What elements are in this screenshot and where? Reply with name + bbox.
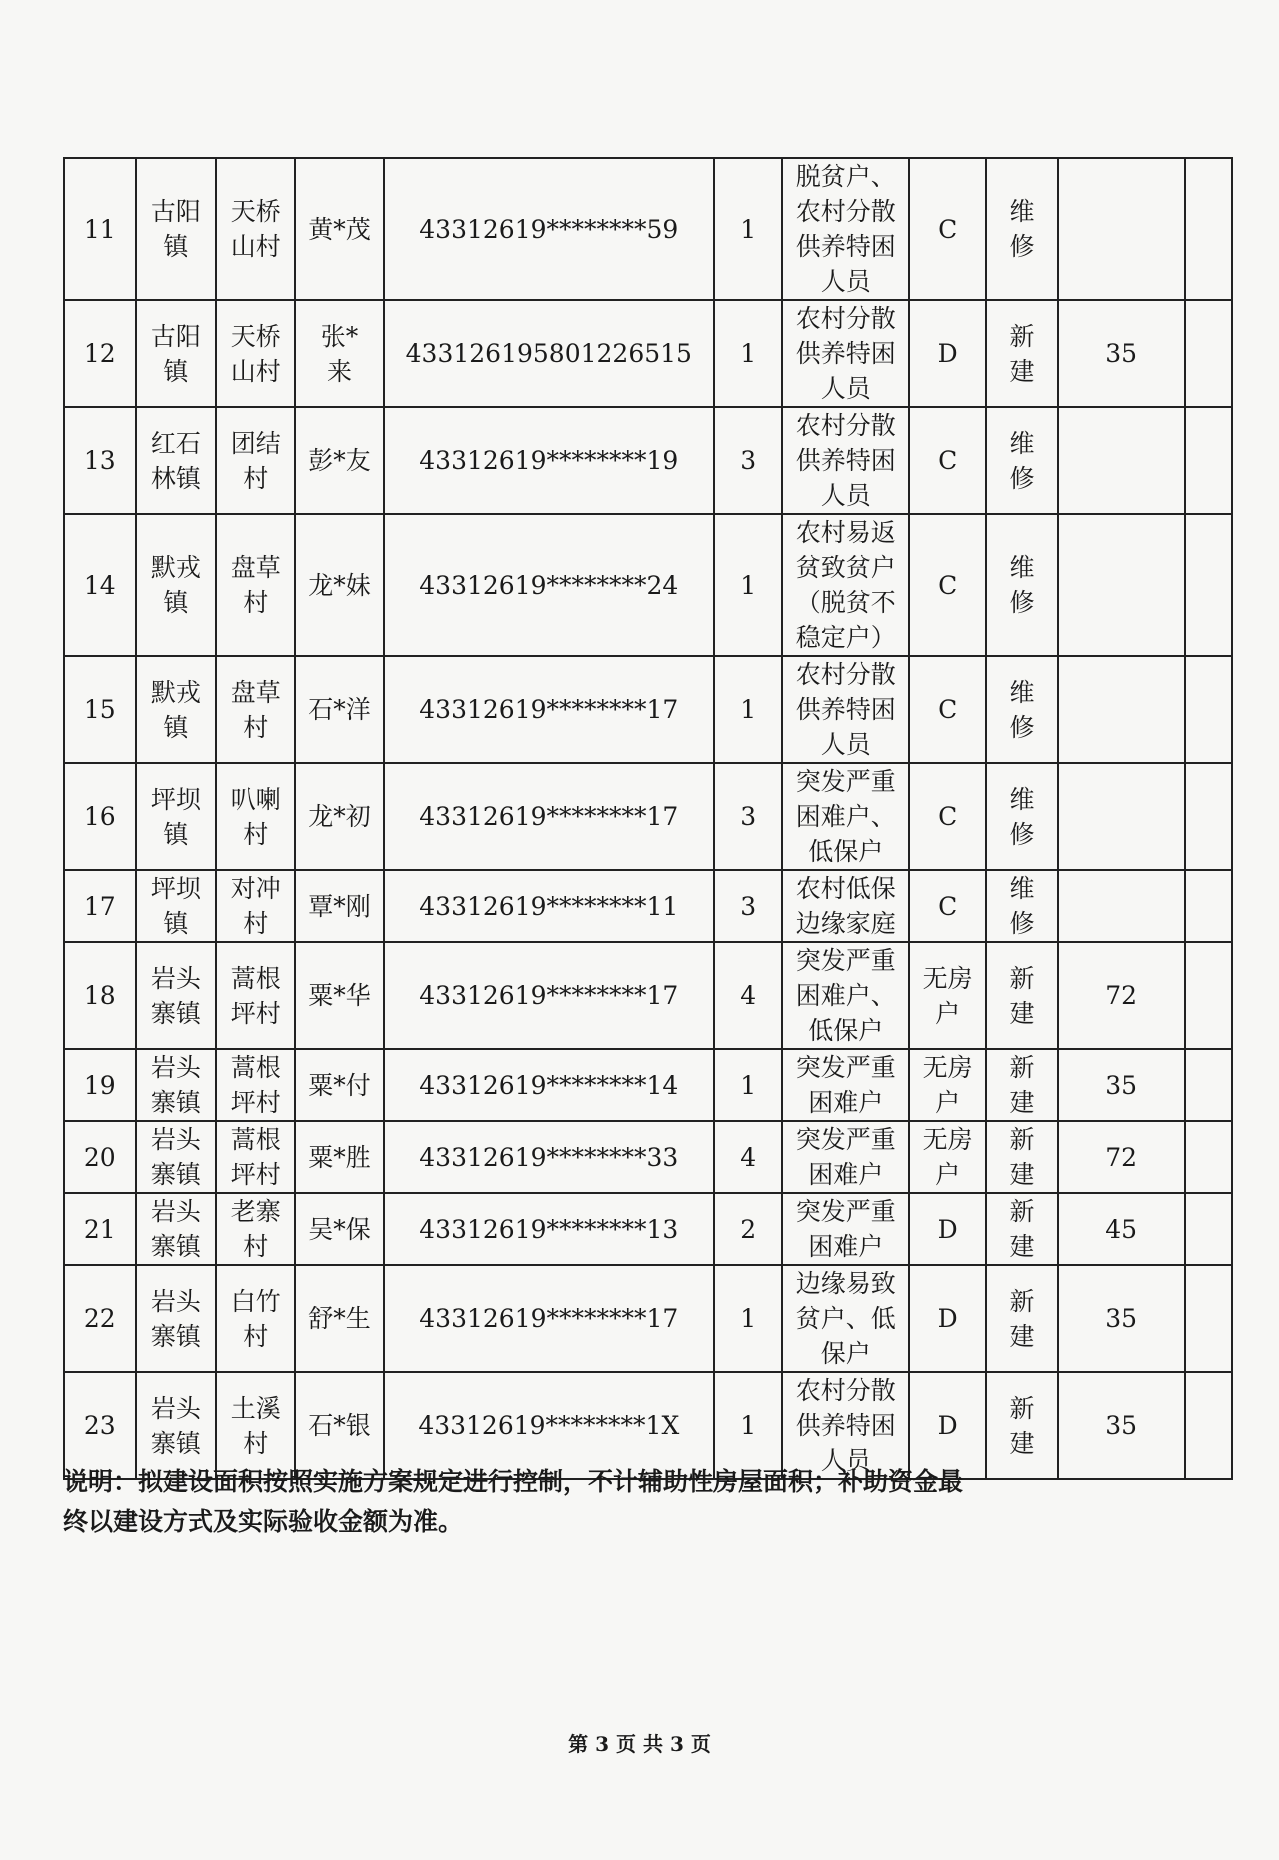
category-cell-text: 突发严重 困难户、 低保户 xyxy=(795,946,896,1045)
village-cell xyxy=(216,407,295,514)
table-row xyxy=(64,1121,1232,1193)
name-cell xyxy=(295,942,383,1049)
method-cell-text: 新 建 xyxy=(1009,1286,1035,1351)
name-cell xyxy=(295,1265,383,1372)
town-cell xyxy=(136,1121,216,1193)
extra-cell xyxy=(1185,407,1232,514)
village-cell xyxy=(216,514,295,656)
row-number-text: 21 xyxy=(83,1214,116,1244)
id-number-cell-text: 43312619********59 xyxy=(419,214,679,244)
id-number-cell xyxy=(384,1121,715,1193)
table-row xyxy=(64,158,1232,300)
household-count-cell-text: 3 xyxy=(740,802,757,831)
id-number-cell-text: 43312619********17 xyxy=(419,1304,679,1333)
id-number-cell-text: 43312619********17 xyxy=(419,981,679,1010)
name-cell-text: 龙*妹 xyxy=(308,570,371,600)
household-count-cell xyxy=(714,300,782,407)
village-cell-text: 蒿根 坪村 xyxy=(230,1125,281,1189)
grade-cell xyxy=(909,1265,986,1372)
household-count-cell-text: 1 xyxy=(740,695,757,724)
grade-cell xyxy=(909,870,986,942)
name-cell xyxy=(295,1121,383,1193)
method-cell xyxy=(986,514,1058,656)
extra-cell xyxy=(1185,1121,1232,1193)
table-row xyxy=(64,1265,1232,1372)
id-number-cell xyxy=(384,870,715,942)
method-cell xyxy=(986,1049,1058,1121)
name-cell-text: 覃*刚 xyxy=(308,891,371,921)
extra-cell xyxy=(1185,514,1232,656)
grade-cell xyxy=(909,300,986,407)
town-cell-text: 默戎 镇 xyxy=(150,553,201,617)
id-number-cell xyxy=(384,514,715,656)
table-row xyxy=(64,870,1232,942)
extra-cell xyxy=(1185,158,1232,300)
town-cell xyxy=(136,1265,216,1372)
household-count-cell xyxy=(714,514,782,656)
area-cell-text: 45 xyxy=(1105,1214,1138,1244)
grade-cell-text: D xyxy=(937,1411,958,1440)
name-cell-text: 粟*胜 xyxy=(308,1142,371,1172)
method-cell-text: 维 修 xyxy=(1009,428,1035,493)
name-cell-text: 舒*生 xyxy=(308,1304,371,1333)
household-count-cell-text: 1 xyxy=(740,1304,757,1333)
area-cell-text: 72 xyxy=(1105,1142,1138,1172)
table-row xyxy=(64,656,1232,763)
village-cell-text: 老寨 村 xyxy=(230,1197,281,1261)
household-count-cell xyxy=(714,656,782,763)
area-cell xyxy=(1058,656,1185,763)
id-number-cell xyxy=(384,763,715,870)
village-cell-text: 对冲 村 xyxy=(230,874,281,938)
area-cell xyxy=(1058,514,1185,656)
category-cell-text: 农村分散 供养特困 人员 xyxy=(795,411,896,510)
method-cell-text: 新 建 xyxy=(1009,1125,1035,1189)
table-row xyxy=(64,407,1232,514)
village-cell xyxy=(216,1049,295,1121)
method-cell-text: 维 修 xyxy=(1009,677,1035,742)
grade-cell xyxy=(909,407,986,514)
category-cell xyxy=(782,1049,909,1121)
name-cell xyxy=(295,300,383,407)
town-cell xyxy=(136,870,216,942)
household-count-cell-text: 4 xyxy=(740,981,757,1010)
grade-cell xyxy=(909,1193,986,1265)
category-cell-text: 农村易返 贫致贫户 （脱贫不 稳定户） xyxy=(795,518,896,652)
category-cell xyxy=(782,1265,909,1372)
household-count-cell xyxy=(714,870,782,942)
row-number-text: 13 xyxy=(83,446,116,475)
row-number-text: 12 xyxy=(83,339,116,368)
household-count-cell-text: 1 xyxy=(740,1070,757,1100)
area-cell xyxy=(1058,870,1185,942)
table-row xyxy=(64,514,1232,656)
row-number-text: 23 xyxy=(83,1411,116,1440)
village-cell-text: 团结 村 xyxy=(230,428,281,493)
area-cell xyxy=(1058,763,1185,870)
household-count-cell-text: 1 xyxy=(740,1411,757,1440)
grade-cell-text: C xyxy=(938,695,958,724)
row-number xyxy=(64,158,136,300)
method-cell-text: 新 建 xyxy=(1009,963,1035,1028)
row-number xyxy=(64,300,136,407)
area-cell-text: 35 xyxy=(1105,1411,1138,1440)
town-cell xyxy=(136,1193,216,1265)
table-row xyxy=(64,300,1232,407)
category-cell xyxy=(782,407,909,514)
area-cell-text: 35 xyxy=(1105,1070,1138,1100)
row-number xyxy=(64,942,136,1049)
method-cell-text: 维 修 xyxy=(1009,784,1035,849)
town-cell xyxy=(136,1049,216,1121)
extra-cell xyxy=(1185,1372,1232,1479)
id-number-cell xyxy=(384,300,715,407)
grade-cell-text: D xyxy=(937,1304,958,1333)
id-number-cell-text: 43312619********1X xyxy=(418,1411,680,1440)
table-row xyxy=(64,1049,1232,1121)
row-number-text: 22 xyxy=(83,1304,116,1333)
household-count-cell xyxy=(714,158,782,300)
extra-cell xyxy=(1185,300,1232,407)
household-count-cell xyxy=(714,1121,782,1193)
category-cell-text: 突发严重 困难户 xyxy=(795,1053,896,1117)
category-cell-text: 边缘易致 贫户、低 保户 xyxy=(795,1269,896,1368)
area-cell xyxy=(1058,158,1185,300)
village-cell-text: 盘草 村 xyxy=(230,553,281,617)
village-cell xyxy=(216,1265,295,1372)
household-count-cell-text: 1 xyxy=(740,214,757,244)
grade-cell-text: C xyxy=(938,891,958,921)
row-number-text: 11 xyxy=(83,214,116,244)
name-cell-text: 粟*付 xyxy=(308,1070,371,1100)
id-number-cell-text: 43312619********24 xyxy=(419,570,679,600)
method-cell-text: 维 修 xyxy=(1009,874,1035,938)
town-cell xyxy=(136,942,216,1049)
village-cell xyxy=(216,870,295,942)
area-cell xyxy=(1058,407,1185,514)
area-cell xyxy=(1058,942,1185,1049)
area-cell-text: 35 xyxy=(1105,339,1138,368)
household-count-cell-text: 4 xyxy=(740,1142,757,1172)
town-cell-text: 岩头 寨镇 xyxy=(150,1197,201,1261)
method-cell-text: 新 建 xyxy=(1009,1197,1035,1261)
table-row xyxy=(64,942,1232,1049)
name-cell-text: 粟*华 xyxy=(308,981,371,1010)
row-number-text: 15 xyxy=(83,695,116,724)
town-cell-text: 默戎 镇 xyxy=(150,677,201,742)
method-cell xyxy=(986,1121,1058,1193)
name-cell-text: 彭*友 xyxy=(308,446,371,475)
category-cell xyxy=(782,1193,909,1265)
extra-cell xyxy=(1185,763,1232,870)
method-cell xyxy=(986,656,1058,763)
grade-cell xyxy=(909,763,986,870)
area-cell xyxy=(1058,1049,1185,1121)
household-count-cell-text: 2 xyxy=(740,1214,757,1244)
housing-table xyxy=(63,157,1233,1480)
household-count-cell xyxy=(714,763,782,870)
category-cell-text: 农村分散 供养特困 人员 xyxy=(795,1376,896,1475)
town-cell-text: 坪坝 镇 xyxy=(150,784,201,849)
town-cell-text: 古阳 镇 xyxy=(150,197,201,261)
town-cell-text: 红石 林镇 xyxy=(150,428,201,493)
area-cell xyxy=(1058,1121,1185,1193)
grade-cell xyxy=(909,1049,986,1121)
village-cell-text: 盘草 村 xyxy=(230,677,281,742)
method-cell xyxy=(986,870,1058,942)
name-cell-text: 张* 来 xyxy=(320,321,359,386)
name-cell-text: 石*银 xyxy=(308,1411,371,1440)
grade-cell xyxy=(909,656,986,763)
category-cell xyxy=(782,870,909,942)
grade-cell xyxy=(909,158,986,300)
area-cell-text: 72 xyxy=(1105,981,1138,1010)
household-count-cell xyxy=(714,1265,782,1372)
category-cell xyxy=(782,656,909,763)
village-cell xyxy=(216,300,295,407)
name-cell xyxy=(295,407,383,514)
method-cell xyxy=(986,158,1058,300)
row-number-text: 17 xyxy=(83,891,116,921)
method-cell xyxy=(986,942,1058,1049)
row-number xyxy=(64,1265,136,1372)
table-row xyxy=(64,1193,1232,1265)
extra-cell xyxy=(1185,656,1232,763)
household-count-cell-text: 1 xyxy=(740,339,757,368)
id-number-cell xyxy=(384,407,715,514)
extra-cell xyxy=(1185,1049,1232,1121)
method-cell-text: 维 修 xyxy=(1009,197,1035,261)
village-cell xyxy=(216,763,295,870)
page-footer: 第 3 页 共 3 页 xyxy=(568,1732,711,1756)
row-number xyxy=(64,514,136,656)
row-number xyxy=(64,1121,136,1193)
household-count-cell xyxy=(714,1193,782,1265)
category-cell xyxy=(782,158,909,300)
grade-cell-text: 无房 户 xyxy=(922,1125,973,1189)
row-number xyxy=(64,1049,136,1121)
household-count-cell xyxy=(714,1049,782,1121)
row-number-text: 14 xyxy=(83,570,116,600)
household-count-cell xyxy=(714,407,782,514)
name-cell-text: 黄*茂 xyxy=(308,214,371,244)
row-number xyxy=(64,763,136,870)
town-cell-text: 岩头 寨镇 xyxy=(150,1393,201,1458)
id-number-cell xyxy=(384,656,715,763)
method-cell xyxy=(986,763,1058,870)
method-cell xyxy=(986,407,1058,514)
village-cell-text: 白竹 村 xyxy=(230,1286,281,1351)
id-number-cell xyxy=(384,1193,715,1265)
table-body xyxy=(64,158,1232,1479)
extra-cell xyxy=(1185,942,1232,1049)
method-cell xyxy=(986,300,1058,407)
grade-cell xyxy=(909,1121,986,1193)
household-count-cell xyxy=(714,942,782,1049)
id-number-cell xyxy=(384,1049,715,1121)
id-number-cell-text: 43312619********13 xyxy=(419,1214,679,1244)
category-cell xyxy=(782,514,909,656)
row-number xyxy=(64,870,136,942)
grade-cell-text: 无房 户 xyxy=(922,963,973,1028)
grade-cell-text: C xyxy=(938,802,958,831)
name-cell xyxy=(295,514,383,656)
area-cell-text: 35 xyxy=(1105,1304,1138,1333)
town-cell-text: 岩头 寨镇 xyxy=(150,1053,201,1117)
row-number xyxy=(64,1193,136,1265)
category-cell-text: 农村分散 供养特困 人员 xyxy=(795,304,896,403)
row-number-text: 20 xyxy=(83,1142,116,1172)
village-cell-text: 土溪 村 xyxy=(230,1393,281,1458)
village-cell-text: 天桥 山村 xyxy=(230,197,281,261)
category-cell-text: 农村低保 边缘家庭 xyxy=(795,874,896,938)
grade-cell xyxy=(909,514,986,656)
town-cell-text: 岩头 寨镇 xyxy=(150,1125,201,1189)
name-cell xyxy=(295,870,383,942)
town-cell-text: 古阳 镇 xyxy=(150,321,201,386)
name-cell xyxy=(295,1049,383,1121)
name-cell xyxy=(295,1193,383,1265)
row-number-text: 18 xyxy=(83,981,116,1010)
town-cell xyxy=(136,514,216,656)
town-cell xyxy=(136,656,216,763)
name-cell xyxy=(295,763,383,870)
household-count-cell-text: 3 xyxy=(740,891,757,921)
area-cell xyxy=(1058,1193,1185,1265)
method-cell xyxy=(986,1265,1058,1372)
id-number-cell-text: 43312619********19 xyxy=(419,446,679,475)
grade-cell-text: D xyxy=(937,339,958,368)
method-cell-text: 新 建 xyxy=(1009,1393,1035,1458)
grade-cell-text: C xyxy=(938,214,958,244)
town-cell-text: 岩头 寨镇 xyxy=(150,1286,201,1351)
village-cell-text: 叭喇 村 xyxy=(230,784,281,849)
household-count-cell-text: 3 xyxy=(740,446,757,475)
town-cell xyxy=(136,763,216,870)
id-number-cell-text: 43312619********14 xyxy=(419,1070,679,1100)
method-cell-text: 维 修 xyxy=(1009,553,1035,617)
method-cell-text: 新 建 xyxy=(1009,1053,1035,1117)
id-number-cell xyxy=(384,158,715,300)
id-number-cell-text: 43312619********33 xyxy=(419,1142,679,1172)
village-cell-text: 天桥 山村 xyxy=(230,321,281,386)
village-cell xyxy=(216,942,295,1049)
name-cell xyxy=(295,158,383,300)
id-number-cell-text: 433126195801226515 xyxy=(405,339,692,368)
category-cell-text: 突发严重 困难户 xyxy=(795,1197,896,1261)
name-cell-text: 龙*初 xyxy=(308,802,371,831)
village-cell xyxy=(216,1193,295,1265)
id-number-cell xyxy=(384,1265,715,1372)
village-cell-text: 蒿根 坪村 xyxy=(230,963,281,1028)
village-cell-text: 蒿根 坪村 xyxy=(230,1053,281,1117)
row-number xyxy=(64,407,136,514)
category-cell xyxy=(782,763,909,870)
town-cell xyxy=(136,300,216,407)
row-number-text: 19 xyxy=(83,1070,116,1100)
method-cell-text: 新 建 xyxy=(1009,321,1035,386)
id-number-cell xyxy=(384,942,715,1049)
id-number-cell-text: 43312619********17 xyxy=(419,695,679,724)
village-cell xyxy=(216,1121,295,1193)
name-cell xyxy=(295,656,383,763)
grade-cell-text: 无房 户 xyxy=(922,1053,973,1117)
area-cell xyxy=(1058,1265,1185,1372)
town-cell xyxy=(136,407,216,514)
grade-cell xyxy=(909,942,986,1049)
category-cell xyxy=(782,1121,909,1193)
note-text: 说明：拟建设面积按照实施方案规定进行控制，不计辅助性房屋面积；补助资金最 终以建设方式及实际验收金额为准。 xyxy=(63,1467,964,1536)
extra-cell xyxy=(1185,870,1232,942)
category-cell-text: 突发严重 困难户、 低保户 xyxy=(795,767,896,866)
row-number xyxy=(64,656,136,763)
category-cell xyxy=(782,300,909,407)
grade-cell-text: D xyxy=(937,1214,958,1244)
name-cell-text: 石*洋 xyxy=(308,695,371,724)
household-count-cell-text: 1 xyxy=(740,570,757,600)
method-cell xyxy=(986,1193,1058,1265)
extra-cell xyxy=(1185,1193,1232,1265)
category-cell-text: 突发严重 困难户 xyxy=(795,1125,896,1189)
category-cell-text: 农村分散 供养特困 人员 xyxy=(795,660,896,759)
village-cell xyxy=(216,158,295,300)
row-number-text: 16 xyxy=(83,802,116,831)
grade-cell-text: C xyxy=(938,446,958,475)
grade-cell-text: C xyxy=(938,570,958,600)
village-cell xyxy=(216,656,295,763)
area-cell xyxy=(1058,300,1185,407)
town-cell xyxy=(136,158,216,300)
id-number-cell-text: 43312619********11 xyxy=(419,891,679,921)
id-number-cell-text: 43312619********17 xyxy=(419,802,679,831)
extra-cell xyxy=(1185,1265,1232,1372)
town-cell-text: 岩头 寨镇 xyxy=(150,963,201,1028)
name-cell-text: 吴*保 xyxy=(308,1214,371,1244)
category-cell-text: 脱贫户、 农村分散 供养特困 人员 xyxy=(795,162,896,296)
town-cell-text: 坪坝 镇 xyxy=(150,874,201,938)
category-cell xyxy=(782,942,909,1049)
table-row xyxy=(64,763,1232,870)
